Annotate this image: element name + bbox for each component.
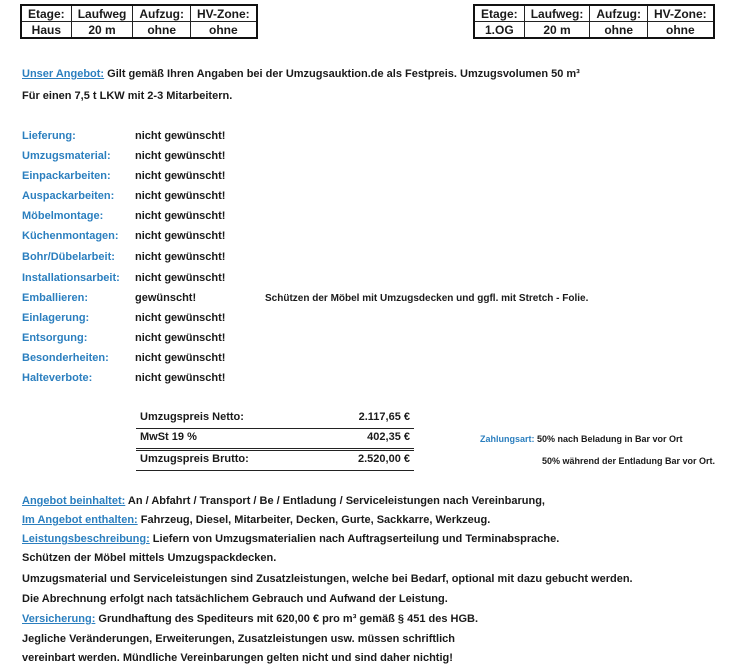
- terms-umzugsmaterial: Umzugsmaterial und Serviceleistungen sind Zusatzleistungen, welche bei Bedarf, optional mit dazu gebucht werden.: [22, 573, 633, 585]
- header-laufweg: Laufweg:: [524, 5, 590, 22]
- service-label: Emballieren:: [22, 292, 89, 304]
- price-mwst-value: 402,35 €: [367, 431, 410, 443]
- service-label: Installationsarbeit:: [22, 272, 120, 284]
- header-aufzug: Aufzug:: [590, 5, 648, 22]
- terms-beinhaltet-text: An / Abfahrt / Transport / Be / Entladung / Serviceleistungen nach Vereinbarung,: [125, 495, 545, 507]
- service-label: Umzugsmaterial:: [22, 150, 111, 162]
- emballieren-note: Schützen der Möbel mit Umzugsdecken und ggfl. mit Stretch - Folie.: [265, 293, 589, 304]
- terms-leistung-text: Liefern von Umzugsmaterialien nach Auftragserteilung und Terminabsprache.: [149, 533, 560, 545]
- terms-versicherung-text: Grundhaftung des Spediteurs mit 620,00 € pro m³ gemäß § 451 des HGB.: [95, 613, 479, 625]
- header-laufweg: Laufweg: [71, 5, 133, 22]
- value-hv-zone: ohne: [648, 22, 714, 39]
- terms-aenderungen: Jegliche Veränderungen, Erweiterungen, Zusatzleistungen usw. müssen schriftlich: [22, 633, 455, 645]
- value-laufweg: 20 m: [524, 22, 590, 39]
- service-label: Bohr/Dübelarbeit:: [22, 251, 115, 263]
- value-etage: 1.OG: [474, 22, 524, 39]
- service-row: [22, 190, 225, 202]
- offer-label: Unser Angebot:: [22, 68, 105, 80]
- terms-enthalten: [22, 514, 490, 526]
- price-netto-row: [136, 411, 414, 428]
- service-value: gewünscht!: [135, 292, 197, 304]
- service-value: nicht gewünscht!: [135, 312, 226, 324]
- service-row: [22, 352, 225, 364]
- price-divider: [136, 428, 414, 429]
- terms-versicherung: [22, 613, 478, 625]
- payment-line-2: 50% während der Entladung Bar vor Ort.: [542, 456, 716, 466]
- payment-line-1: [480, 434, 683, 444]
- service-value: nicht gewünscht!: [135, 352, 226, 364]
- location-table-from: [20, 4, 258, 39]
- value-aufzug: ohne: [590, 22, 648, 39]
- value-aufzug: ohne: [133, 22, 191, 39]
- service-value: nicht gewünscht!: [135, 170, 226, 182]
- service-value: nicht gewünscht!: [135, 272, 226, 284]
- value-etage: Haus: [21, 22, 71, 39]
- header-hv-zone: HV-Zone:: [191, 5, 257, 22]
- header-hv-zone: HV-Zone:: [648, 5, 714, 22]
- service-row: [22, 170, 225, 182]
- service-value: nicht gewünscht!: [135, 150, 226, 162]
- service-row: [22, 210, 225, 222]
- service-label: Halteverbote:: [22, 372, 93, 384]
- terms-leistung-label: Leistungsbeschreibung:: [22, 533, 150, 545]
- service-label: Küchenmontagen:: [22, 230, 119, 242]
- payment-text-1: 50% nach Beladung in Bar vor Ort: [534, 434, 683, 444]
- service-row: [22, 312, 225, 324]
- value-hv-zone: ohne: [191, 22, 257, 39]
- service-row: [22, 272, 225, 284]
- price-netto-value: 2.117,65 €: [358, 411, 410, 423]
- service-row: [22, 251, 225, 263]
- terms-abrechnung: Die Abrechnung erfolgt nach tatsächlichem Gebrauch und Aufwand der Leistung.: [22, 593, 448, 605]
- service-row: [22, 150, 225, 162]
- price-brutto-label: Umzugspreis Brutto:: [140, 453, 249, 465]
- location-table-to: [473, 4, 715, 39]
- service-label: Entsorgung:: [22, 332, 88, 344]
- service-value: nicht gewünscht!: [135, 230, 226, 242]
- terms-versicherung-label: Versicherung:: [22, 613, 96, 625]
- terms-beinhaltet: [22, 495, 545, 507]
- service-label: Möbelmontage:: [22, 210, 104, 222]
- price-mwst-label: MwSt 19 %: [140, 431, 197, 443]
- service-label: Einlagerung:: [22, 312, 90, 324]
- terms-vereinbart: vereinbart werden. Mündliche Vereinbarungen gelten nicht und sind daher nichtig!: [22, 652, 453, 664]
- offer-line: [22, 68, 580, 80]
- terms-beinhaltet-label: Angebot beinhaltet:: [22, 495, 126, 507]
- price-netto-label: Umzugspreis Netto:: [140, 411, 244, 423]
- service-label: Besonderheiten:: [22, 352, 109, 364]
- price-bottom-line: [136, 470, 414, 471]
- service-value: nicht gewünscht!: [135, 190, 226, 202]
- terms-enthalten-text: Fahrzeug, Diesel, Mitarbeiter, Decken, Gurte, Sackkarre, Werkzeug.: [137, 514, 491, 526]
- service-row: [22, 130, 225, 142]
- terms-leistung: [22, 533, 559, 545]
- price-mwst-row: [136, 431, 414, 448]
- service-row: [22, 292, 196, 304]
- service-value: nicht gewünscht!: [135, 130, 226, 142]
- terms-schuetzen: Schützen der Möbel mittels Umzugspackdecken.: [22, 552, 277, 564]
- service-row: [22, 230, 225, 242]
- service-value: nicht gewünscht!: [135, 210, 226, 222]
- offer-text: Gilt gemäß Ihren Angaben bei der Umzugsauktion.de als Festpreis. Umzugsvolumen 50 m³: [104, 68, 580, 80]
- service-label: Auspackarbeiten:: [22, 190, 115, 202]
- header-etage: Etage:: [21, 5, 71, 22]
- header-etage: Etage:: [474, 5, 524, 22]
- service-row: [22, 372, 225, 384]
- service-value: nicht gewünscht!: [135, 332, 226, 344]
- price-brutto-value: 2.520,00 €: [358, 453, 410, 465]
- price-total-divider: [136, 448, 414, 451]
- header-aufzug: Aufzug:: [133, 5, 191, 22]
- service-label: Einpackarbeiten:: [22, 170, 111, 182]
- service-value: nicht gewünscht!: [135, 372, 226, 384]
- terms-enthalten-label: Im Angebot enthalten:: [22, 514, 138, 526]
- offer-line-2: Für einen 7,5 t LKW mit 2-3 Mitarbeitern.: [22, 90, 233, 102]
- service-value: nicht gewünscht!: [135, 251, 226, 263]
- value-laufweg: 20 m: [71, 22, 133, 39]
- price-brutto-row: [136, 453, 414, 470]
- payment-label: Zahlungsart:: [480, 434, 535, 444]
- service-row: [22, 332, 225, 344]
- service-label: Lieferung:: [22, 130, 76, 142]
